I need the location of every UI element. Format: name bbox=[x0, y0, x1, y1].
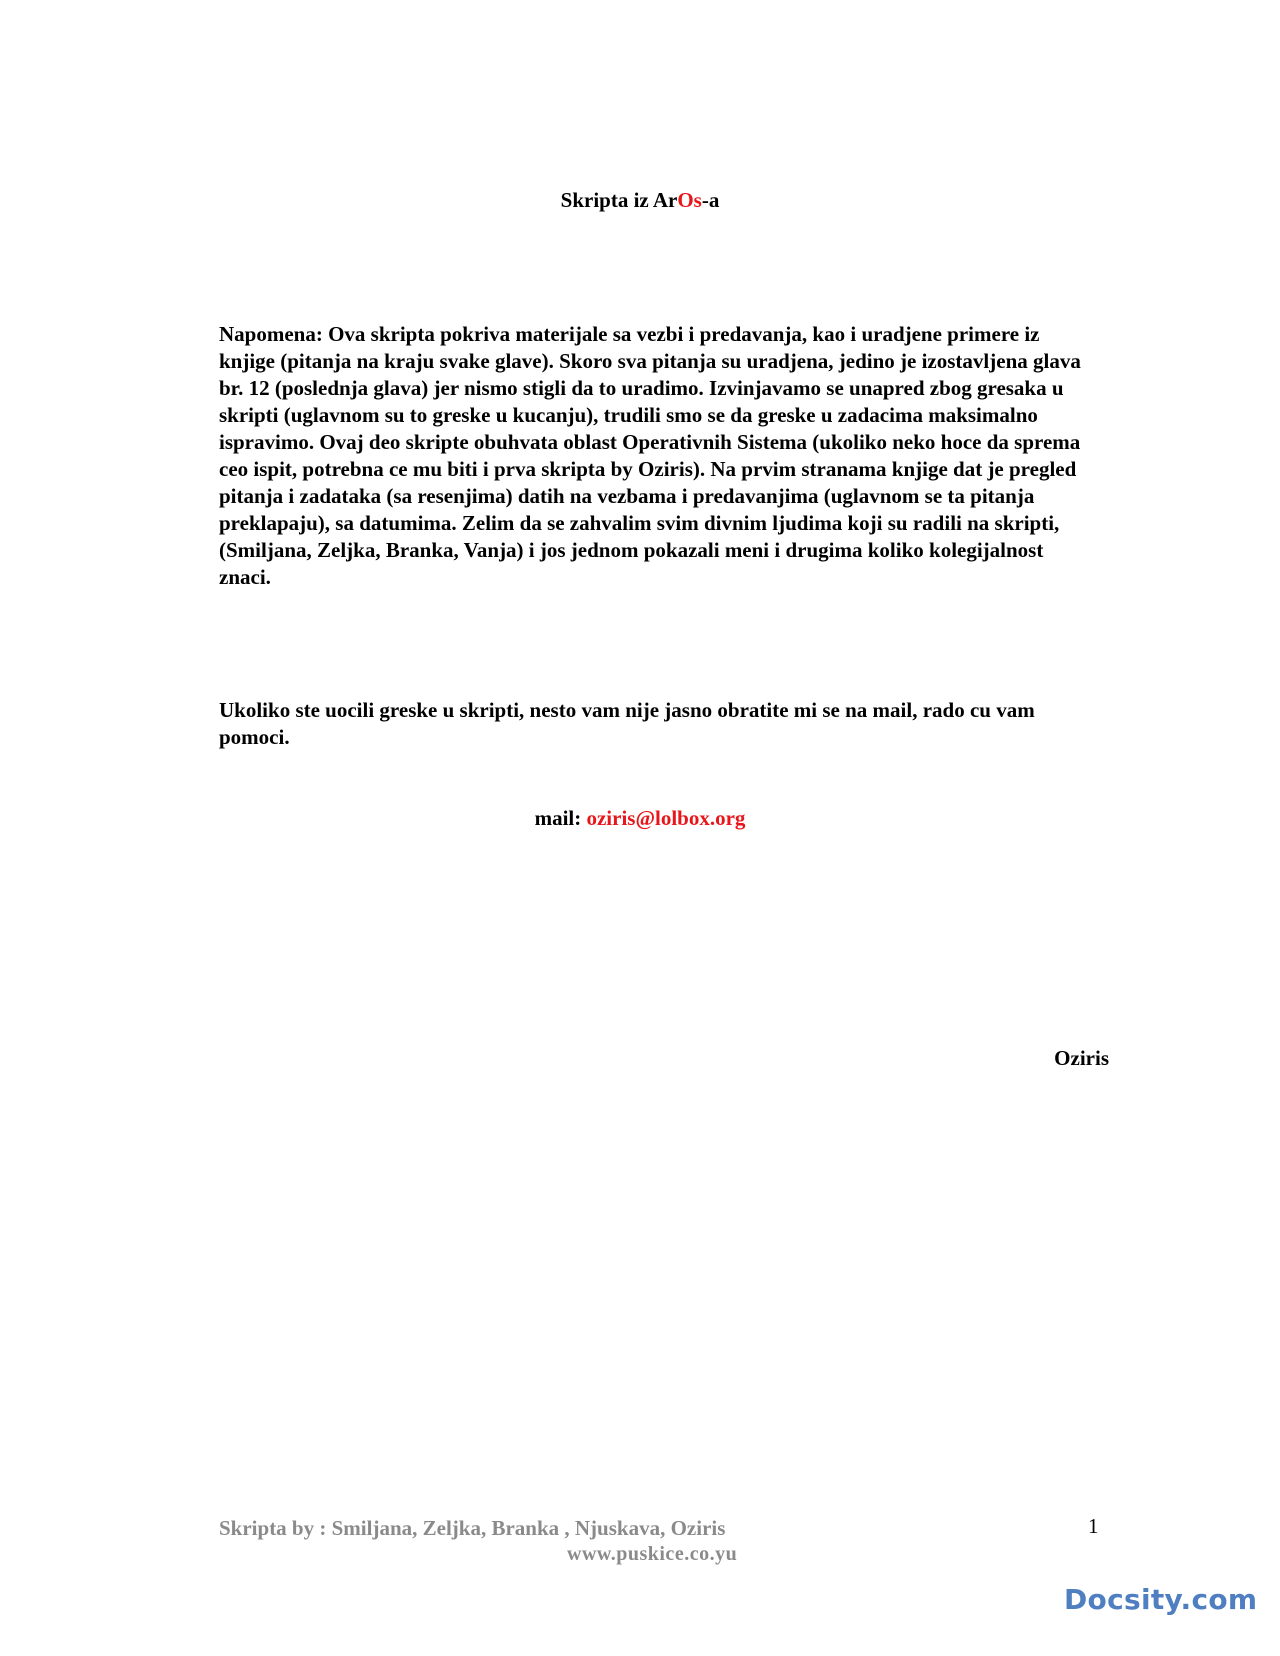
title-suffix: -a bbox=[701, 188, 720, 212]
docsity-watermark-logo: Docsity.com bbox=[1064, 1583, 1258, 1616]
mail-line bbox=[0, 806, 1280, 831]
document-title bbox=[0, 188, 1280, 213]
footer-url: www.puskice.co.yu bbox=[567, 1543, 738, 1565]
title-highlight: Os bbox=[677, 188, 702, 212]
footer-authors: Skripta by : Smiljana, Zeljka, Branka , Njuskava, Oziris bbox=[219, 1516, 726, 1540]
signature: Oziris bbox=[1054, 1046, 1109, 1070]
contact-paragraph bbox=[219, 697, 1099, 751]
title-prefix: Skripta iz Ar bbox=[560, 188, 678, 212]
note-paragraph bbox=[219, 321, 1099, 591]
note-text: Napomena: Ova skripta pokriva materijale sa vezbi i predavanja, kao i uradjene primere iz knjige (pitanja na kraju svake glave). Skoro sva pitanja su uradjena, jedino je izostavljena glava br. 12 (poslednja glava) jer nismo stigli da to uradimo. Izvinjavamo se unapred zbog gresaka u skripti (uglavnom su to greske u kucanju), trudili smo se da greske u zadacima maksimalno ispravimo. Ovaj deo skripte obuhvata oblast Operativnih Sistema (ukoliko neko hoce da sprema ceo ispit, potrebna ce mu biti i prva skripta by Oziris). Na prvim stranama knjige dat je pregled pitanja i zadataka (sa resenjima) datih na vezbama i predavanjima (uglavnom se ta pitanja preklapaju), sa datumima. Zelim da se zahvalim svim divnim ljudima koji su radili na skripti, (Smiljana, Zeljka, Branka, Vanja) i jos jednom pokazali meni i drugima koliko kolegijalnost znaci. bbox=[219, 322, 1081, 589]
page-number: 1 bbox=[1088, 1514, 1099, 1538]
mail-label: mail: bbox=[534, 806, 582, 830]
contact-text: Ukoliko ste uocili greske u skripti, nesto vam nije jasno obratite mi se na mail, rado cu vam pomoci. bbox=[219, 698, 1035, 749]
mail-address-link[interactable]: oziris@lolbox.org bbox=[586, 806, 746, 830]
